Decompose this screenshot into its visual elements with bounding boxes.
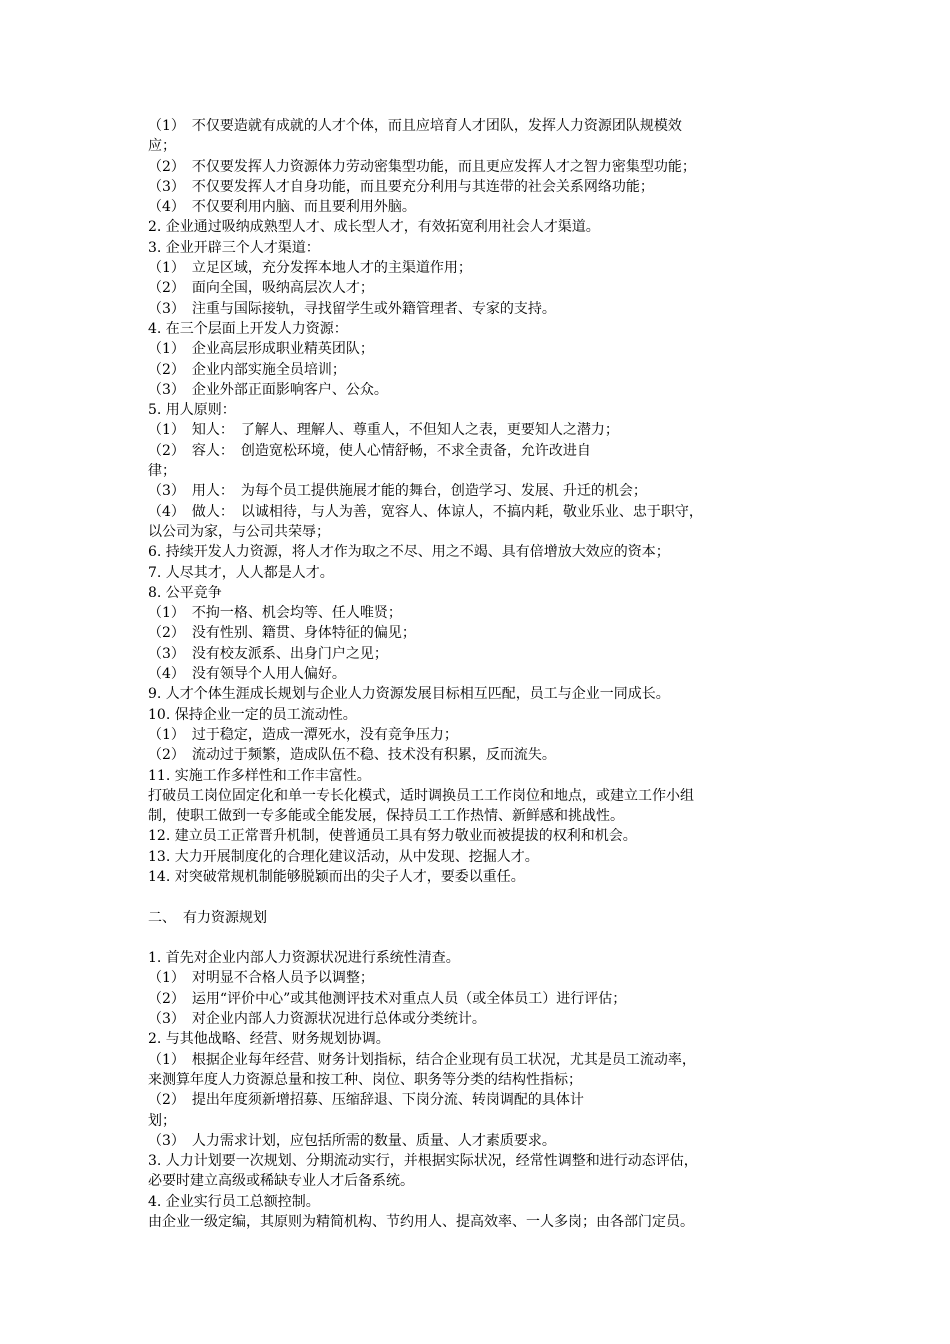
text-line: （3） 不仅要发挥人才自身功能，而且要充分利用与其连带的社会关系网络功能； xyxy=(148,178,654,195)
text-line: 10. 保持企业一定的员工流动性。 xyxy=(148,706,357,723)
text-line: （3） 用人： 为每个员工提供施展才能的舞台，创造学习、发展、升迁的机会； xyxy=(148,483,647,500)
text-line: 以公司为家，与公司共荣辱； xyxy=(148,523,330,540)
document-body xyxy=(148,116,808,1232)
text-line: 1. 首先对企业内部人力资源状况进行系统性清查。 xyxy=(148,950,460,967)
text-line: （2） 面向全国，吸纳高层次人才； xyxy=(148,280,374,297)
text-line: 划； xyxy=(148,1112,176,1129)
text-line: （2） 没有性别、籍贯、身体特征的偏见； xyxy=(148,625,416,642)
text-line: 11. 实施工作多样性和工作丰富性。 xyxy=(148,767,371,784)
text-line: 7. 人尽其才，人人都是人才。 xyxy=(148,564,334,581)
text-line: 13. 大力开展制度化的合理化建议活动，从中发现、挖掘人才。 xyxy=(148,848,539,865)
text-line: （4） 不仅要利用内脑、而且要利用外脑。 xyxy=(148,199,416,216)
text-line: （1） 企业高层形成职业精英团队； xyxy=(148,341,374,358)
text-line: （1） 不拘一格、机会均等、任人唯贤； xyxy=(148,605,402,622)
text-line: （3） 对企业内部人力资源状况进行总体或分类统计。 xyxy=(148,1011,486,1028)
text-line: 来测算年度人力资源总量和按工种、岗位、职务等分类的结构性指标； xyxy=(148,1071,582,1088)
text-line: （3） 注重与国际接轨，寻找留学生或外籍管理者、专家的支持。 xyxy=(148,300,556,317)
text-line: （3） 没有校友派系、出身门户之见； xyxy=(148,645,388,662)
text-line: 制，使职工做到一专多能或全能发展，保持员工工作热情、新鲜感和挑战性。 xyxy=(148,808,624,825)
text-line: （1） 对明显不合格人员予以调整； xyxy=(148,970,374,987)
text-line: 2. 与其他战略、经营、财务规划协调。 xyxy=(148,1031,390,1048)
text-line: 8. 公平竞争 xyxy=(148,584,222,601)
text-line: （4） 没有领导个人用人偏好。 xyxy=(148,666,346,683)
blank-line xyxy=(148,928,808,948)
text-line: （1） 根据企业每年经营、财务计划指标，结合企业现有员工状况，尤其是员工流动率， xyxy=(148,1051,696,1068)
text-line: （2） 不仅要发挥人力资源体力劳动密集型功能，而且更应发挥人才之智力密集型功能； xyxy=(148,158,696,175)
text-line: （2） 企业内部实施全员培训； xyxy=(148,361,346,378)
text-line: 3. 人力计划要一次规划、分期流动实行，并根据实际状况，经常性调整和进行动态评估， xyxy=(148,1153,698,1170)
text-line: 由企业一级定编，其原则为精简机构、节约用人、提高效率、一人多岗；由各部门定员。 xyxy=(148,1214,694,1231)
section-2-list xyxy=(148,948,808,1232)
text-line: （4） 做人： 以诚相待，与人为善，宽容人、体谅人，不搞内耗，敬业乐业、忠于职守， xyxy=(148,503,703,520)
text-line: 9. 人才个体生涯成长规划与企业人力资源发展目标相互匹配，员工与企业一同成长。 xyxy=(148,686,670,703)
text-line: （2） 流动过于频繁，造成队伍不稳、技术没有积累，反而流失。 xyxy=(148,747,556,764)
text-line: （2） 提出年度须新增招募、压缩辞退、下岗分流、转岗调配的具体计 xyxy=(148,1092,584,1109)
text-line: 12. 建立员工正常晋升机制，使普通员工具有努力敬业而被提拔的权利和机会。 xyxy=(148,828,637,845)
text-line: 3. 企业开辟三个人才渠道： xyxy=(148,239,320,256)
text-line: （1） 过于稳定，造成一潭死水，没有竞争压力； xyxy=(148,726,458,743)
section-2-heading: 二、 有力资源规划 xyxy=(148,909,267,926)
text-line: （1） 不仅要造就有成就的人才个体，而且应培育人才团队，发挥人力资源团队规模效 xyxy=(148,118,682,134)
text-line: 2. 企业通过吸纳成熟型人才、成长型人才，有效拓宽利用社会人才渠道。 xyxy=(148,219,600,236)
blank-line xyxy=(148,887,808,907)
text-line: 6. 持续开发人力资源，将人才作为取之不尽、用之不竭、具有倍增放大效应的资本； xyxy=(148,544,670,561)
text-line: （2） 容人： 创造宽松环境，使人心情舒畅，不求全责备，允许改进自 xyxy=(148,442,591,459)
text-line: 律； xyxy=(148,463,176,480)
text-line: 打破员工岗位固定化和单一专长化模式，适时调换员工工作岗位和地点，或建立工作小组 xyxy=(148,787,694,804)
text-line: （1） 立足区域，充分发挥本地人才的主渠道作用； xyxy=(148,260,472,277)
text-line: 5. 用人原则： xyxy=(148,402,236,419)
text-line: （2） 运用“评价中心”或其他测评技术对重点人员（或全体员工）进行评估； xyxy=(148,990,627,1007)
text-line: （3） 企业外部正面影响客户、公众。 xyxy=(148,381,388,398)
text-line: （3） 人力需求计划，应包括所需的数量、质量、人才素质要求。 xyxy=(148,1132,556,1149)
text-line: 4. 企业实行员工总额控制。 xyxy=(148,1193,320,1210)
section-1-list xyxy=(148,116,808,887)
text-line: 应； xyxy=(148,138,176,155)
text-line: 4. 在三个层面上开发人力资源： xyxy=(148,320,348,337)
text-line: 必要时建立高级或稀缺专业人才后备系统。 xyxy=(148,1173,414,1190)
text-line: 14. 对突破常规机制能够脱颖而出的尖子人才，要委以重任。 xyxy=(148,868,525,885)
text-line: （1） 知人： 了解人、理解人、尊重人，不但知人之表，更要知人之潜力； xyxy=(148,422,619,439)
